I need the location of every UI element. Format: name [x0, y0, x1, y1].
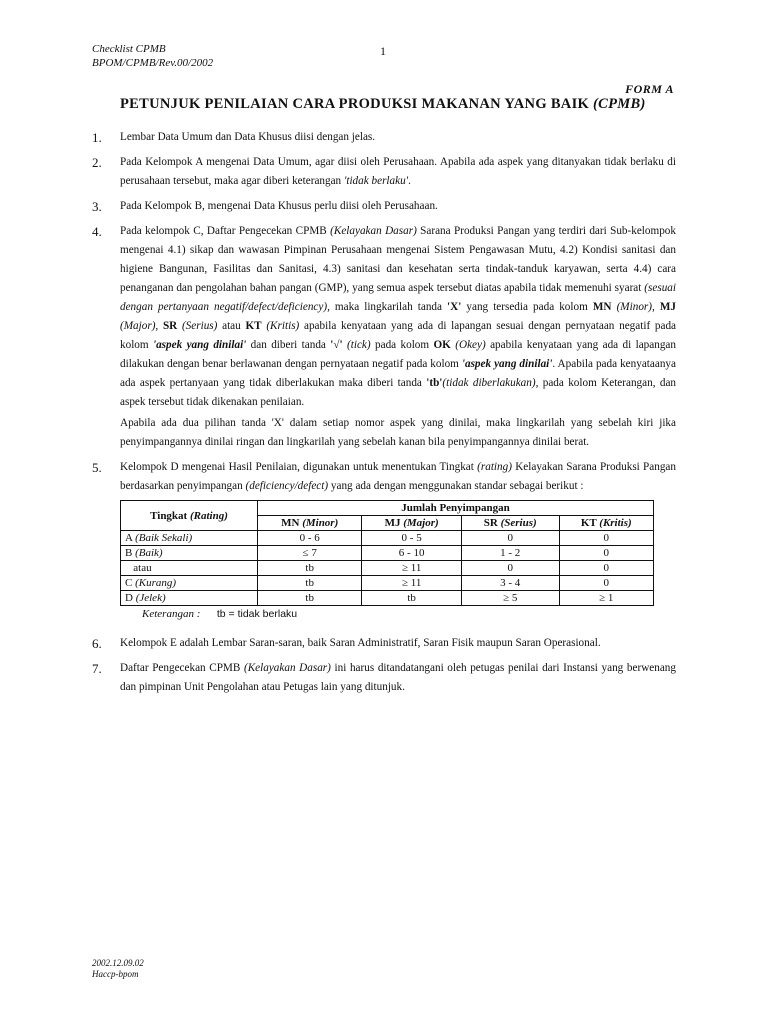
cell-sr: 3 - 4 — [461, 576, 559, 591]
list-item-1 — [92, 128, 676, 147]
item-text: yang ada dengan menggunakan standar sebagai berikut : — [328, 480, 584, 492]
item-strong: SR — [162, 320, 178, 332]
item-strong: 'X' — [447, 301, 462, 313]
grade-letter: B — [125, 547, 136, 559]
item-text: pada kolom — [370, 339, 434, 351]
item-number: 3. — [92, 199, 102, 214]
footer-source: Haccp-bpom — [92, 969, 139, 979]
item-emphasis: (Serius) — [177, 320, 218, 332]
list-item-3 — [92, 197, 676, 216]
cell-mj: 6 - 10 — [362, 546, 462, 561]
item-emphasis: (Kelayakan Dasar) — [330, 225, 417, 237]
header-text: Tingkat — [150, 509, 190, 522]
item-text: yang tersedia pada kolom — [461, 301, 593, 313]
grade-letter: A — [125, 532, 136, 544]
cell-grade — [121, 591, 258, 606]
cell-mj: ≥ 11 — [362, 561, 462, 576]
note-text: tb = tidak berlaku — [216, 608, 298, 620]
grade-letter: C — [125, 577, 136, 589]
cell-grade — [121, 531, 258, 546]
cell-mj: 0 - 5 — [362, 531, 462, 546]
item-emphasis: (Okey) — [450, 339, 486, 351]
footer-date: 2002.12.09.02 — [92, 958, 144, 968]
cell-grade — [121, 576, 258, 591]
cell-kt: ≥ 1 — [559, 591, 653, 606]
header-text: (Minor) — [302, 517, 339, 529]
item-text: maka lingkarilah tanda — [329, 301, 448, 313]
title-main: PETUNJUK PENILAIAN CARA PRODUKSI MAKANAN YANG BAIK — [120, 96, 594, 112]
note-label: Keterangan : — [142, 608, 201, 620]
cell-sr: 0 — [461, 561, 559, 576]
item-emphasis: (rating) — [477, 461, 512, 473]
table-row — [121, 576, 654, 591]
list-item-7 — [92, 659, 676, 697]
item-number: 2. — [92, 155, 102, 170]
item-text: apabila kenyataan yang ada di lapangan dilakukan dengan benar berlawanan dengan pernyataan negatif pada kolom — [120, 339, 676, 370]
cell-mj: ≥ 11 — [362, 576, 462, 591]
grade-letter: D — [125, 592, 136, 604]
title-paren: (CPMB) — [593, 96, 646, 112]
item-text: dan diberi tanda — [246, 339, 331, 351]
table-row — [121, 591, 654, 606]
item-text: pada kolom Keterangan, dan aspek tersebut tidak dikenakan penilaian. — [120, 377, 676, 408]
item-strong: MJ — [654, 301, 677, 313]
item-text: Lembar Data Umum dan Data Khusus diisi dengan jelas. — [120, 131, 376, 143]
header-text: MN — [281, 517, 303, 529]
table-row — [121, 531, 654, 546]
rating-table — [120, 500, 654, 606]
item-text: Daftar Pengecekan CPMB — [120, 662, 244, 674]
item-strong: KT — [245, 320, 262, 332]
item-emphasis: (Minor), — [611, 301, 655, 313]
header-checklist: Checklist CPMB — [92, 43, 166, 55]
item-emphasis: (tick) — [342, 339, 371, 351]
list-item-6 — [92, 634, 676, 653]
table-row — [121, 561, 654, 576]
list-item-2 — [92, 153, 676, 191]
item-strong: OK — [433, 339, 451, 351]
document-header — [92, 42, 213, 70]
item-number: 6. — [92, 636, 102, 651]
cell-mn: tb — [258, 591, 362, 606]
item-text: Pada Kelompok B, mengenai Data Khusus perlu diisi oleh Perusahaan. — [120, 200, 438, 212]
cell-kt: 0 — [559, 531, 653, 546]
instruction-list — [92, 128, 676, 703]
header-kt — [559, 516, 653, 531]
grade-label: (Jelek) — [135, 592, 166, 604]
cell-grade — [121, 546, 258, 561]
form-label: FORM A — [625, 82, 674, 96]
item-strong-emphasis: 'aspek yang dinilai' — [461, 358, 553, 370]
header-text: (Serius) — [500, 517, 537, 529]
cell-kt: 0 — [559, 546, 653, 561]
header-text: (Rating) — [189, 509, 228, 522]
item-text: Pada Kelompok A mengenai Data Umum, agar diisi oleh Perusahaan. Apabila ada aspek yang ditanyakan tidak berlaku di perusahaan tersebut, maka agar diberi keterangan — [120, 156, 676, 187]
item-text: . — [408, 175, 411, 187]
cell-sr: ≥ 5 — [461, 591, 559, 606]
table-note — [142, 606, 676, 622]
header-jumlah: Jumlah Penyimpangan — [258, 501, 654, 516]
grade-label: (Kurang) — [135, 577, 177, 589]
item-text: apabila kenyataan yang ada di lapangan sesuai dengan pernyataan negatif pada kolom — [120, 320, 676, 351]
item-text: Pada kelompok C, Daftar Pengecekan CPMB — [120, 225, 331, 237]
header-text: (Kritis) — [599, 517, 632, 529]
item-emphasis: 'tidak berlaku' — [343, 175, 409, 187]
cell-mn: ≤ 7 — [258, 546, 362, 561]
item-number: 4. — [92, 224, 102, 239]
item-text: Kelompok E adalah Lembar Saran-saran, baik Saran Administratif, Saran Fisik maupun Saran Operasional. — [120, 637, 601, 649]
cell-kt: 0 — [559, 576, 653, 591]
cell-mn: tb — [258, 576, 362, 591]
document-footer — [92, 958, 144, 980]
item-emphasis: (deficiency/defect) — [245, 480, 329, 492]
header-revision: BPOM/CPMB/Rev.00/2002 — [92, 57, 214, 69]
header-sr — [461, 516, 559, 531]
item-emphasis: (Kritis) — [261, 320, 300, 332]
grade-label: (Baik Sekali) — [135, 532, 193, 544]
item-text: Kelompok D mengenai Hasil Penilaian, digunakan untuk menentukan Tingkat — [120, 461, 478, 473]
list-item-4 — [92, 222, 676, 452]
cell-mn: tb — [258, 561, 362, 576]
header-mn — [258, 516, 362, 531]
header-text: MJ — [384, 517, 404, 529]
item-strong: 'tb' — [426, 377, 443, 389]
cell-sr: 1 - 2 — [461, 546, 559, 561]
item-text: Kelayakan Sarana Produksi Pangan berdasarkan penyimpangan — [120, 461, 676, 492]
page-title — [120, 96, 646, 113]
header-mj — [362, 516, 462, 531]
cell-sr: 0 — [461, 531, 559, 546]
table-row — [121, 546, 654, 561]
item-strong-emphasis: 'aspek yang dinilai' — [152, 339, 247, 351]
grade-letter: atau — [125, 562, 152, 574]
item-emphasis: (tidak diberlakukan), — [442, 377, 539, 389]
item-text: atau — [217, 320, 246, 332]
item-number: 7. — [92, 661, 102, 676]
cell-mn: 0 - 6 — [258, 531, 362, 546]
tick-mark: '√' — [330, 339, 343, 351]
header-text: (Major) — [403, 517, 439, 529]
cell-grade — [121, 561, 258, 576]
item-strong: MN — [592, 301, 612, 313]
header-text: KT — [580, 517, 600, 529]
item-number: 1. — [92, 130, 102, 145]
list-item-5 — [92, 458, 676, 622]
item-emphasis: (Major), — [120, 320, 163, 332]
cell-mj: tb — [362, 591, 462, 606]
page-number: 1 — [380, 44, 386, 58]
item-emphasis: (sesuai dengan pertanyaan negatif/defect/deficiency), — [120, 282, 676, 313]
item-emphasis: (Kelayakan Dasar) — [243, 662, 331, 674]
header-text: SR — [483, 517, 501, 529]
item-number: 5. — [92, 460, 102, 475]
item-text: ini harus ditandatangani oleh petugas penilai dari Instansi yang berwenang dan pimpinan Unit Pengolahan atau Petugas lain yang ditunjuk. — [120, 662, 676, 693]
item-text: Sarana Produksi Pangan yang terdiri dari Sub-kelompok mengenai 4.1) sikap dan wawasan Pimpinan Perusahaan mengenai Sistem Pengawasan Mutu, 4.2) Kondisi sanitasi dan higiene Bangunan, Fasilitas dan Sanitasi, 4.3) sanitasi dan kesehatan serta tindak-tanduk karyawan, serta 4.4) cara penanganan dan pengolahan bahan pangan (GMP), yang semua aspek tersebut diatas apabila tidak memenuhi syarat — [120, 225, 676, 294]
header-tingkat — [121, 501, 258, 531]
cell-kt: 0 — [559, 561, 653, 576]
grade-label: (Baik) — [135, 547, 163, 559]
item-paragraph: Apabila ada dua pilihan tanda 'X' dalam setiap nomor aspek yang dinilai, maka lingkarilah yang sebelah kiri jika penyimpangannya dinilai ringan dan lingkarilah yang sebelah kanan bila penyimpangannya dinilai berat. — [120, 417, 676, 448]
item-text: . Apabila pada kenyataanya ada aspek pertanyaan yang tidak diberlakukan maka diberi tanda — [120, 358, 676, 389]
